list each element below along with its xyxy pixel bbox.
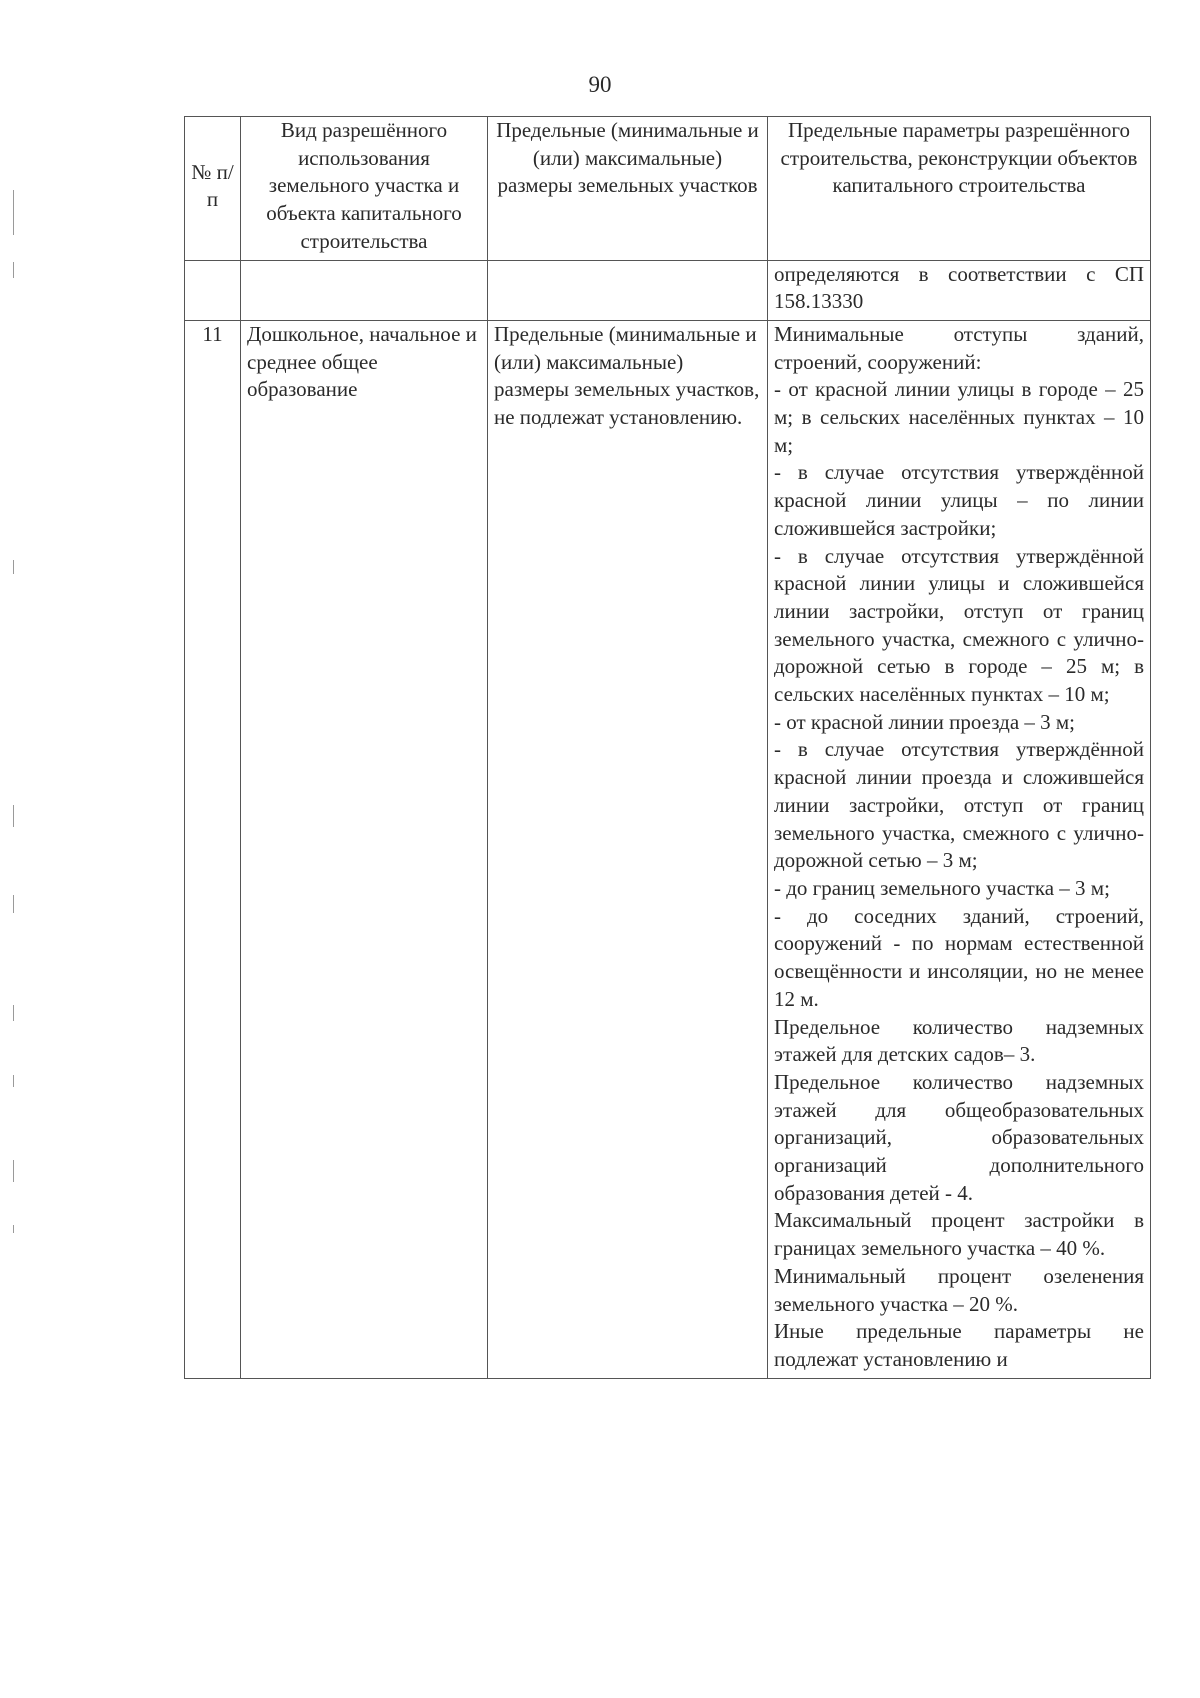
page-number: 90 xyxy=(588,72,612,97)
cell-use-type: Дошкольное, начальное и среднее общее образование xyxy=(241,320,488,1378)
scan-margin-mark xyxy=(13,560,14,574)
parameter-paragraph: Предельное количество надземных этажей для детских садов– 3. xyxy=(774,1014,1144,1067)
table-row-continuation xyxy=(185,260,1151,320)
header-plot-sizes: Предельные (минимальные и (или) максимальные) размеры земельных участков xyxy=(488,117,768,261)
cell-empty xyxy=(185,260,241,320)
scan-margin-mark xyxy=(13,1225,14,1233)
scan-margin-mark xyxy=(13,1160,14,1182)
cell-parameters xyxy=(768,320,1151,1378)
cell-row-number: 11 xyxy=(185,320,241,1378)
cell-parameters-continuation: определяются в соответствии с СП 158.13330 xyxy=(768,260,1151,320)
parameter-paragraph: - от красной линии проезда – 3 м; xyxy=(774,709,1076,734)
cell-empty xyxy=(241,260,488,320)
table-header-row xyxy=(185,117,1151,261)
cell-plot-sizes: Предельные (минимальные и (или) максимальные) размеры земельных участков, не подлежат установлению. xyxy=(488,320,768,1378)
parameter-paragraph: - от красной линии улицы в городе – 25 м; в сельских населённых пунктах – 10 м; xyxy=(774,377,1144,457)
parameter-paragraph: Минимальный процент озеленения земельного участка – 20 %. xyxy=(774,1263,1144,1316)
parameter-paragraph: Иные предельные параметры не подлежат установлению и xyxy=(774,1319,1144,1371)
parameter-paragraph: - в случае отсутствия утверждённой красной линии улицы – по линии сложившейся застройки; xyxy=(774,460,1144,540)
parameter-paragraph: - в случае отсутствия утверждённой красной линии проезда и сложившейся линии застройки, отступ от границ земельного участка, смежного с улично-дорожной сетью – 3 м; xyxy=(774,737,1144,873)
cell-empty xyxy=(488,260,768,320)
regulations-table xyxy=(184,116,1151,1379)
parameter-paragraph: Максимальный процент застройки в границах земельного участка – 40 %. xyxy=(774,1208,1144,1261)
parameter-paragraph: - до соседних зданий, строений, сооружений - по нормам естественной освещённости и инсоляции, но не менее 12 м. xyxy=(774,903,1144,1011)
parameter-paragraph: - до границ земельного участка – 3 м; xyxy=(774,875,1110,900)
header-parameters: Предельные параметры разрешённого строительства, реконструкции объектов капитального строительства xyxy=(768,117,1151,261)
scan-margin-mark xyxy=(13,1005,14,1021)
scan-margin-mark xyxy=(13,262,14,278)
parameter-paragraph: - в случае отсутствия утверждённой красной линии улицы и сложившейся линии застройки, отступ от границ земельного участка, смежного с улично-дорожной сетью в городе – 25 м; в сельских населённых пунктах – 10 м; xyxy=(774,543,1144,707)
scan-margin-mark xyxy=(13,190,14,235)
scan-margin-mark xyxy=(13,805,14,827)
scan-margin-mark xyxy=(13,895,14,913)
header-number: № п/п xyxy=(185,117,241,261)
header-use-type: Вид разрешённого использования земельного участка и объекта капитального строительства xyxy=(241,117,488,261)
table-row-11 xyxy=(185,320,1151,1378)
parameter-paragraph: Предельное количество надземных этажей для общеобразовательных организаций, образовательных организаций дополнительного образования детей - 4. xyxy=(774,1069,1144,1205)
parameter-paragraph: Минимальные отступы зданий, строений, сооружений: xyxy=(774,321,1144,374)
scan-margin-mark xyxy=(13,1075,14,1087)
